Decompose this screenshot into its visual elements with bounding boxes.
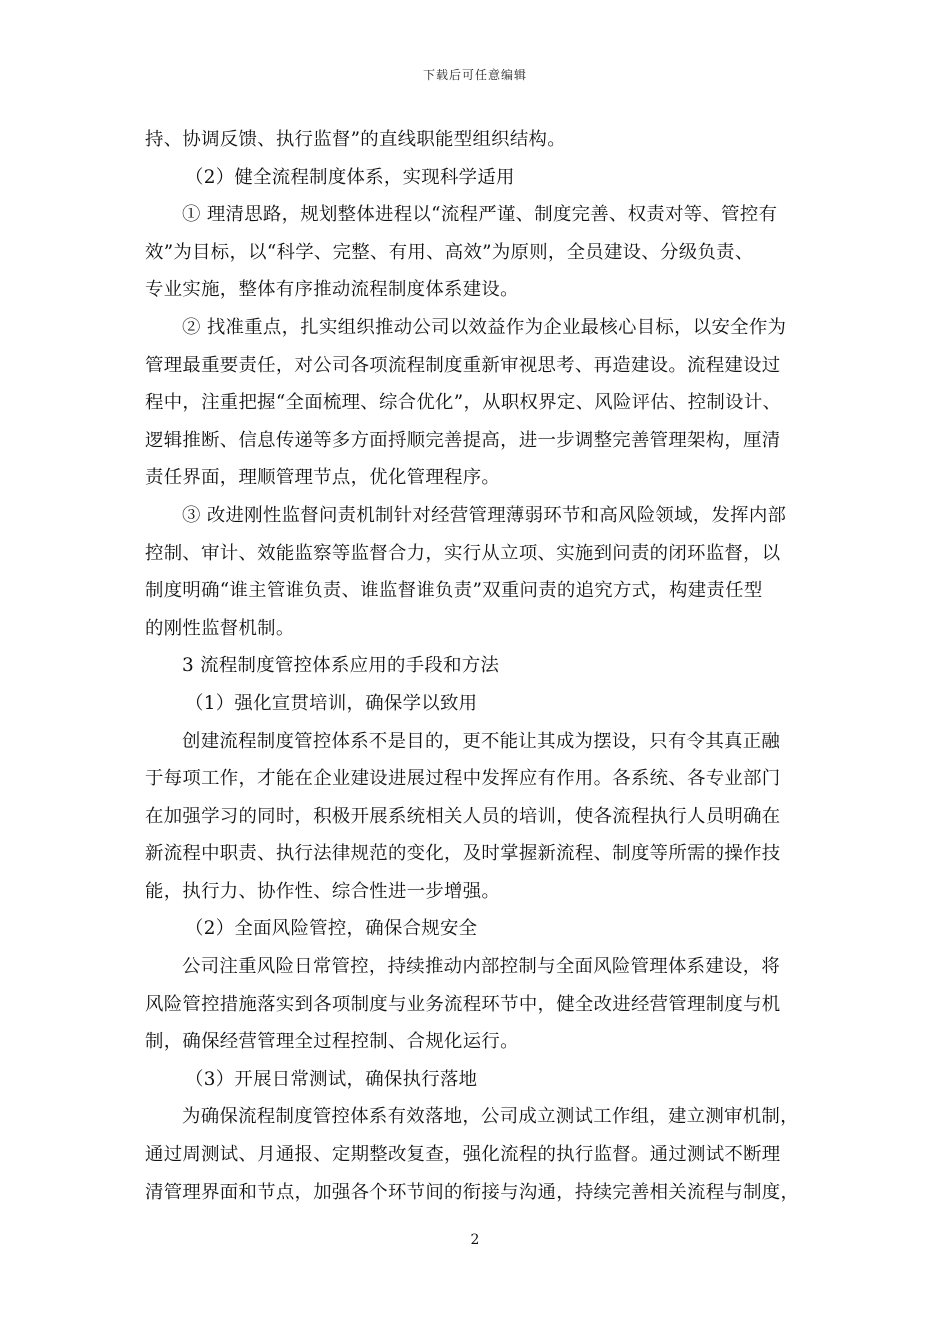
text-line: （1）强化宣贯培训，确保学以致用 [185,692,478,714]
page-header: 下载后可任意编辑 [422,68,527,82]
page-number: 2 [470,1232,480,1248]
text-line: （2）全面风险管控，确保合规安全 [185,918,478,940]
text-line: 控制、审计、效能监察等监督合力，实行从立项、实施到问责的闭环监督，以 [145,542,781,564]
text-line: 为确保流程制度管控体系有效落地，公司成立测试工作组，建立测审机制， [182,1106,799,1128]
text-line: 新流程中职责、执行法律规范的变化，及时掌握新流程、制度等所需的操作技 [145,843,781,865]
text-line: 逻辑推断、信息传递等多方面捋顺完善提高，进一步调整完善管理架构，厘清 [145,429,781,451]
text-line: 管理最重要责任，对公司各项流程制度重新审视思考、再造建设。流程建设过 [145,354,781,376]
text-line: 制度明确“谁主管谁负责、谁监督谁负责”双重问责的追究方式，构建责任型 [145,580,763,602]
text-line: ② 找准重点，扎实组织推动公司以效益作为企业最核心目标，以安全作为 [182,316,787,338]
text-line: 公司注重风险日常管控，持续推动内部控制与全面风险管理体系建设，将 [182,956,781,978]
text-line: ③ 改进刚性监督问责机制针对经营管理薄弱环节和高风险领域，发挥内部 [182,504,787,526]
text-line: 效”为目标，以“科学、完整、有用、高效”为原则，全员建设、分级负责、 [145,241,754,263]
text-line: （3）开展日常测试，确保执行落地 [185,1068,478,1090]
text-line: （2）健全流程制度体系，实现科学适用 [185,166,515,188]
text-line: 专业实施，整体有序推动流程制度体系建设。 [145,279,519,301]
text-line: 于每项工作，才能在企业建设进展过程中发挥应有作用。各系统、各专业部门 [145,768,781,790]
document-body [145,121,813,1211]
text-line: 创建流程制度管控体系不是目的，更不能让其成为摆设，只有令其真正融 [182,730,781,752]
text-line: 3 流程制度管控体系应用的手段和方法 [182,655,500,677]
text-line: 制，确保经营管理全过程控制、合规化运行。 [145,1031,519,1053]
text-line: 能，执行力、协作性、综合性进一步增强。 [145,880,501,902]
text-line: 的刚性监督机制。 [145,617,295,639]
text-line: 通过周测试、月通报、定期整改复查，强化流程的执行监督。通过测试不断理 [145,1144,781,1166]
text-line: 在加强学习的同时，积极开展系统相关人员的培训，使各流程执行人员明确在 [145,805,781,827]
text-line: 程中，注重把握“全面梳理、综合优化”，从职权界定、风险评估、控制设计、 [145,392,782,414]
text-line: 持、协调反馈、执行监督”的直线职能型组织结构。 [145,129,566,150]
text-line: 风险管控措施落实到各项制度与业务流程环节中，健全改进经营管理制度与机 [145,993,781,1015]
text-line: ① 理清思路，规划整体进程以“流程严谨、制度完善、权责对等、管控有 [182,204,778,226]
text-line: 清管理界面和节点，加强各个环节间的衔接与沟通，持续完善相关流程与制度， [145,1181,800,1203]
text-line: 责任界面，理顺管理节点，优化管理程序。 [145,467,501,489]
